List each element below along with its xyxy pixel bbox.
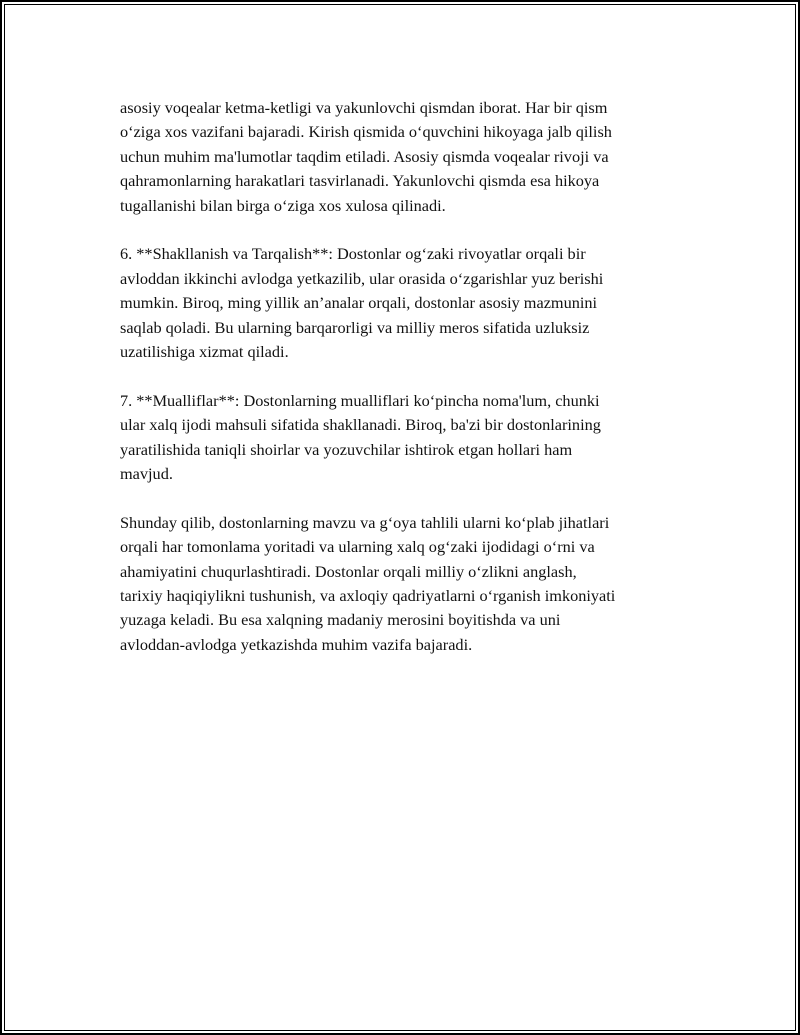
paragraph-authors: 7. **Mualliflar**: Dostonlarning mualliflari ko‘pincha noma'lum, chunki ular xalq ijodi mahsuli sifatida shakllanadi. Biroq, ba'zi bir dostonlarining yaratilishida taniqli shoirlar va yozuvchilar ishtirok etgan hollari ham mavjud. — [120, 390, 601, 484]
document-body — [120, 96, 690, 657]
paragraph-formation-and-spread: 6. **Shakllanish va Tarqalish**: Dostonlar og‘zaki rivoyatlar orqali bir avloddan ikkinchi avlodga yetkazilib, ular orasida o‘zgarishlar yuz berishi mumkin. Biroq, ming yillik an’analar orqali, dostonlar asosiy mazmunini saqlab qoladi. Bu ularning barqarorligi va milliy meros sifatida uzluksiz uzatilishiga xizmat qiladi. — [120, 244, 604, 362]
paragraph-structure-continuation: asosiy voqealar ketma-ketligi va yakunlovchi qismdan iborat. Har bir qism o‘ziga xos vazifani bajaradi. Kirish qismida o‘quvchini hikoyaga jalb qilish uchun muhim ma'lumotlar taqdim etiladi. Asosiy qismda voqealar rivoji va qahramonlarning harakatlari tasvirlanadi. Yakunlovchi qismda esa hikoya tugallanishi bilan birga o‘ziga xos xulosa qilinadi. — [120, 98, 612, 215]
paragraph-conclusion: Shunday qilib, dostonlarning mavzu va g‘oya tahlili ularni ko‘plab jihatlari orqali har tomonlama yoritadi va ularning xalq og‘zaki ijodidagi o‘rni va ahamiyatini chuqurlashtiradi. Dostonlar orqali milliy o‘zlikni anglash, tarixiy haqiqiylikni tushunish, va axloqiy qadriyatlarni o‘rganish imkoniyati yuzaga keladi. Bu esa xalqning madaniy merosini boyitishda va uni avloddan-avlodga yetkazishda muhim vazifa bajaradi. — [120, 512, 616, 654]
